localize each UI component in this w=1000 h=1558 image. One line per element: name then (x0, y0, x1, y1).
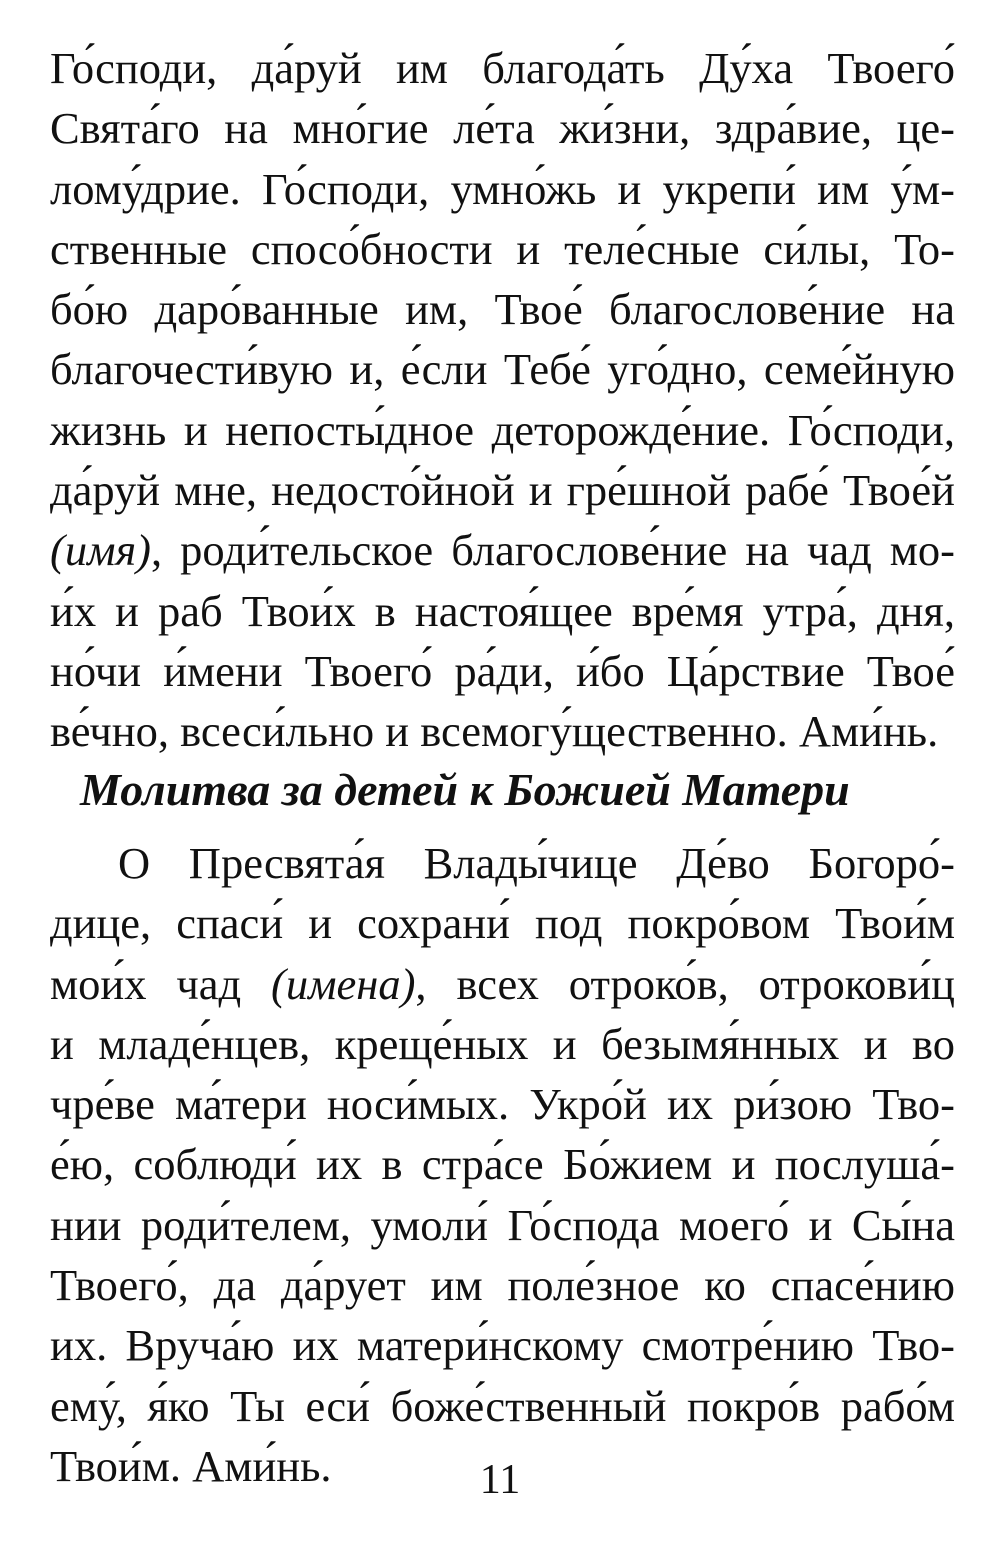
text-line (50, 1134, 955, 1194)
text-line (50, 893, 955, 953)
text-segment: , всех отроко́в, отрокови́ц (415, 958, 956, 1009)
text-line (50, 1014, 955, 1074)
text-segment: их. Вруча́ю их матери́нскому смотре́нию Тво- (50, 1320, 955, 1371)
text-segment: Го́споди, да́руй им благода́ть Ду́ха Твоего́ (50, 43, 955, 93)
italic-placeholder: (имена) (271, 958, 416, 1009)
text-segment: да́руй мне, недосто́йной и гре́шной рабе́ Твое́й (50, 465, 955, 516)
text-line (50, 98, 955, 158)
text-segment: и младе́нцев, креще́ных и безымя́нных и во (50, 1018, 955, 1069)
text-segment: бо́ю даро́ванные им, Твое́ благослове́ние на (50, 284, 955, 335)
text-line (50, 219, 955, 279)
text-line (50, 581, 955, 641)
text-segment: Твои́м. Ами́нь. (50, 1440, 332, 1491)
text-segment: е́ю, соблюди́ их в стра́се Бо́жием и послуша́- (50, 1139, 955, 1190)
text-line (50, 339, 955, 399)
text-segment: нии роди́телем, умоли́ Го́спода моего́ и Сы́на (50, 1199, 955, 1250)
text-line (50, 641, 955, 701)
text-segment: жизнь и непосты́дное деторожде́ние. Го́споди, (50, 404, 955, 455)
text-line (50, 1255, 955, 1315)
text-line (50, 279, 955, 339)
text-segment: ве́чно, всеси́льно и всемогу́щественно. Ами́нь. (50, 706, 939, 757)
text-line (50, 1195, 955, 1255)
text-line (50, 954, 955, 1014)
text-line (50, 1074, 955, 1134)
text-segment: лому́дрие. Го́споди, умно́жь и укрепи́ им у́м- (50, 163, 955, 214)
text-segment: благочести́вую и, е́сли Тебе́ уго́дно, семе́йную (50, 344, 955, 395)
prayer-paragraph-2 (50, 833, 955, 1496)
text-segment: чре́ве ма́тери носи́мых. Укро́й их ри́зою Тво- (50, 1079, 955, 1130)
text-segment: О Пресвята́я Влады́чице Де́во Богоро́- (118, 838, 955, 888)
text-segment: и́х и раб Твои́х в настоя́щее вре́мя утра́, дня, (50, 585, 955, 636)
page-number: 11 (479, 1457, 521, 1503)
text-segment: , роди́тельское благослове́ние на чад мо- (150, 525, 955, 576)
text-segment: мои́х чад (50, 958, 272, 1009)
text-segment: но́чи и́мени Твоего́ ра́ди, и́бо Ца́рствие Твое́ (50, 645, 955, 696)
text-line (50, 1315, 955, 1375)
text-segment: Твоего́, да да́рует им поле́зное ко спасе́нию (50, 1260, 955, 1311)
text-line (50, 38, 955, 98)
italic-placeholder: (имя) (50, 525, 151, 576)
text-line (50, 460, 955, 520)
text-line (50, 520, 955, 580)
prayer-heading: Молитва за детей к Божией Матери (80, 764, 850, 815)
text-line (50, 400, 955, 460)
text-line (50, 833, 955, 893)
text-line (50, 159, 955, 219)
text-segment: Свята́го на мно́гие ле́та жи́зни, здра́вие, це- (50, 103, 955, 154)
text-line (50, 701, 955, 761)
text-segment: ственные спосо́бности и теле́сные си́лы, То- (50, 223, 955, 274)
text-segment: дице, спаси́ и сохрани́ под покро́вом Твои́м (50, 898, 955, 949)
prayer-paragraph-1 (50, 38, 955, 762)
text-line (50, 1376, 955, 1436)
text-segment: ему́, я́ко Ты еси́ боже́ственный покро́в рабо́м (50, 1380, 955, 1431)
